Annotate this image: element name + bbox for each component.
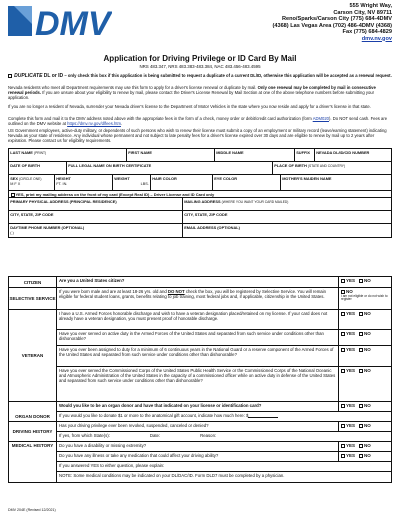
- height-units: FT. IN.: [56, 181, 68, 186]
- drive-answer: [339, 422, 391, 431]
- selective-answer: [339, 288, 391, 309]
- nrs-reference: NRS 483.347, NRS 483.383-483.384, NAC 483.456-483.4595: [139, 64, 261, 69]
- place-of-birth-field[interactable]: [273, 162, 391, 174]
- yes-option[interactable]: YES: [341, 278, 355, 283]
- city-state-zip-1-field[interactable]: [9, 211, 183, 223]
- print-mailing-checkbox[interactable]: [11, 193, 15, 197]
- drive-date-label: Date:: [149, 433, 161, 439]
- print-mailing-option: [9, 191, 216, 197]
- last-name-label: LAST NAME: [10, 149, 33, 155]
- sel-text-b: DO NOT: [167, 289, 185, 295]
- weight-label: WEIGHT: [114, 175, 130, 181]
- eye-color-field[interactable]: [213, 175, 281, 190]
- phone-value: ( ): [10, 230, 14, 235]
- no-option[interactable]: NO: [359, 311, 371, 316]
- yes-option[interactable]: YES: [341, 368, 355, 373]
- full-legal-name-field[interactable]: [67, 162, 273, 174]
- sex-options[interactable]: M F X: [10, 181, 21, 186]
- duplicate-checkbox[interactable]: [8, 74, 12, 78]
- weight-units: LBS.: [140, 181, 149, 186]
- dob-label: DATE OF BIRTH: [10, 162, 40, 168]
- citizen-row: [9, 277, 391, 288]
- duplicate-label: DUPLICATE: [14, 73, 43, 79]
- svg-text:DMV: DMV: [35, 5, 111, 38]
- physical-address-field[interactable]: [9, 198, 183, 210]
- mailing-sub: (WHERE YOU WANT YOUR CARD MAILED): [221, 199, 289, 204]
- middle-name-label: MIDDLE NAME: [216, 149, 244, 155]
- email-label: EMAIL ADDRESS (OPTIONAL): [184, 224, 240, 230]
- paragraph-eligibility: [8, 85, 392, 100]
- yes-option[interactable]: YES: [341, 453, 355, 458]
- para-text: .: [120, 121, 123, 126]
- vet-question-4: Have you ever served the Commissioned Corps of the United States Public Health Service or the Commissioned Corps of the National Oceanic and Atmospheric Administration of the United States in the capacity of a commissioned officer while on active duty in defense of the United States and separated from such service under conditions other than dishonorable?: [57, 367, 339, 401]
- med-question-2: Do you have any illness or take any medication that could affect your driving ability?: [57, 452, 339, 461]
- drive-question-1: Has your driving privilege ever been revoked, suspended, canceled or denied?: [57, 422, 339, 431]
- first-name-label: FIRST NAME: [128, 149, 152, 155]
- address-line: Fax (775) 684-4829: [342, 29, 392, 35]
- yes-option[interactable]: YES: [341, 423, 355, 428]
- birth-row: [9, 162, 391, 175]
- address-line: (4368) Las Vegas Area (702) 486-4DMV (4368): [272, 22, 392, 29]
- donation-amount-input[interactable]: [248, 414, 278, 418]
- citizen-question: [57, 277, 339, 287]
- print-mailing-label: YES, print my mailing address on the front of my card (Except Real ID) – Driver License and ID Card only: [15, 192, 215, 197]
- no-option[interactable]: NO: [359, 278, 371, 283]
- address-line: Carson City, NV 89711: [333, 9, 392, 16]
- physical-addr-label: PRIMARY PHYSICAL ADDRESS (PRINCIPAL RESIDENCE): [10, 198, 117, 204]
- hair-label: HAIR COLOR: [152, 175, 177, 181]
- form-footer: DMV 204E (Revised 12/2021): [8, 508, 56, 512]
- vet-answer-4: [339, 367, 391, 401]
- vet-answer-1: [339, 310, 391, 329]
- weight-field[interactable]: [113, 175, 151, 190]
- medical-section-label: MEDICAL HISTORY: [9, 442, 57, 482]
- selective-question: [57, 288, 339, 309]
- citizen-section-label: CITIZEN: [9, 277, 57, 287]
- drive-reason-label: Reason:: [200, 433, 217, 439]
- personal-info-grid: [8, 148, 392, 238]
- no-option[interactable]: NO: [359, 347, 371, 352]
- city2-label: CITY, STATE, ZIP CODE: [184, 211, 228, 217]
- para-text: Complete this form and mail it to the DMV address noted above with the appropriate fees in the form of a check, money order or debit/credit card authorization (form: [8, 116, 313, 121]
- pob-sub: (STATE AND COUNTRY): [307, 163, 346, 168]
- dmv-address-block: [272, 3, 392, 42]
- height-field[interactable]: [55, 175, 113, 190]
- sex-field[interactable]: [9, 175, 55, 190]
- name-row: [9, 149, 391, 162]
- yes-option[interactable]: YES: [341, 347, 355, 352]
- phone-label: DAYTIME PHONE NUMBER (OPTIONAL): [10, 224, 85, 230]
- pob-label: PLACE OF BIRTH: [274, 162, 307, 168]
- para-bold: Only one renewal may be completed by mail in consecutive renewal periods.: [8, 85, 376, 95]
- para-text: Nevada residents who meet all Department requirements may use this form to apply for a driver's license renewal or duplicate by mail.: [8, 85, 258, 90]
- suffix-field[interactable]: [295, 149, 315, 161]
- dmv-logo-icon: [8, 4, 112, 38]
- med-question-1: Do you have a disability or missing extremity?: [57, 442, 339, 451]
- dob-field[interactable]: [9, 162, 67, 174]
- print-mailing-row: [9, 191, 391, 198]
- selective-section-label: SELECTIVE SERVICE: [9, 288, 57, 309]
- yes-option[interactable]: YES: [341, 443, 355, 448]
- para-text: ). Do NOT send cash. Fees are outlined on the DMV website at: [8, 116, 388, 126]
- sex-label: SEX: [10, 175, 18, 181]
- vet-question-1: I have a U.S. Armed Forces honorable discharge and wish to have a veteran designation placed/retained on my license. If your card does not already have a veteran designation, you must present proof of honorable discharge.: [57, 310, 339, 329]
- no-option[interactable]: NO: [359, 453, 371, 458]
- med-answer-2: [339, 452, 391, 461]
- dl-number-field[interactable]: [315, 149, 391, 161]
- vet-question-2: Have you ever served on active duty in the Armed Forces of the United States and separated from such service under conditions other than dishonorable?: [57, 330, 339, 345]
- city-row: [9, 211, 391, 224]
- dmv-website-link[interactable]: dmv.nv.gov: [361, 35, 392, 42]
- no-option[interactable]: NO: [359, 443, 371, 448]
- mailing-addr-label: MAILING ADDRESS: [184, 198, 221, 204]
- phone-field[interactable]: [9, 224, 183, 237]
- last-name-sub: (PRINT): [33, 150, 47, 155]
- citizen-answer: [339, 277, 391, 287]
- veteran-section-label: VETERAN: [9, 310, 57, 401]
- city-state-zip-2-field[interactable]: [183, 211, 391, 223]
- address-line: Reno/Sparks/Carson City (775) 684-4DMV: [281, 16, 392, 22]
- height-label: HEIGHT: [56, 175, 71, 181]
- sel-text-c: check the box, you will be registered by Selective Service. You will remain eligible for federal student loans, grants, benefits relating to job training, most federal jobs and, if applicable, citizenship in the United States.: [59, 289, 327, 300]
- middle-name-field[interactable]: [215, 149, 295, 161]
- selective-no-note: I am not eligible or do not wish to register: [341, 293, 388, 302]
- para-text: US Government employees, active-duty military, or dependents of such persons who wish to renew their license must submit a copy of an employment or military record (leave/earning statement) indicating Nevada as your state of residence. Any individual whose permanent and not subject to late penalty fees for a driver's license expired over 30 days and are eligible to renew by mail up to 2 years after expiration. Please contact us for eligibility requirements.: [8, 128, 387, 143]
- para-text: If you are unsure about your eligibility to renew by mail, please contact the Driver's License Renewal by Mail Section at one of the above telephone numbers before submitting your application.: [8, 90, 375, 100]
- email-field[interactable]: [183, 224, 391, 237]
- duplicate-text: – only check this box if this application is being submitted to request a duplicate of a current DL/ID, otherwise this application will be accepted as a renewal request.: [63, 73, 392, 78]
- yes-option[interactable]: YES: [341, 331, 355, 336]
- suffix-label: SUFFIX: [296, 149, 311, 155]
- no-option[interactable]: NO: [341, 289, 353, 294]
- paragraph-fees: [8, 116, 392, 126]
- hair-color-field[interactable]: [151, 175, 213, 190]
- driving-history-row: [9, 422, 391, 442]
- organ-answer: [339, 402, 391, 411]
- address-row: [9, 198, 391, 211]
- vet-answer-3: [339, 346, 391, 366]
- vet-answer-2: [339, 330, 391, 345]
- med-note: NOTE: Some medical conditions may be indicated on your DL/DAC/ID. Form DLD7 must be completed by a physician.: [59, 473, 285, 479]
- no-option[interactable]: NO: [359, 331, 371, 336]
- organ-section-label: ORGAN DONOR: [9, 402, 57, 421]
- para-text: If you are no longer a resident of Nevada, surrender your Nevada driver's license to the Department of Motor Vehicles in the state where you now reside and apply for a driver's license in that state.: [8, 104, 371, 109]
- veteran-row: [9, 310, 391, 402]
- no-option[interactable]: NO: [359, 368, 371, 373]
- dl-number-label: NEVADA DL/ID/CID NUMBER: [316, 149, 370, 155]
- med-question-3[interactable]: If you answered YES to either question, please explain:: [59, 463, 165, 469]
- no-option[interactable]: NO: [359, 423, 371, 428]
- eye-label: EYE COLOR: [214, 175, 238, 181]
- mailing-address-field[interactable]: [183, 198, 391, 210]
- citizen-q-text: Are you a United States citizen?: [59, 278, 125, 284]
- questions-table: [8, 276, 392, 483]
- maiden-label: MOTHER'S MAIDEN NAME: [282, 175, 332, 181]
- selective-service-row: [9, 288, 391, 310]
- vet-question-3: Have you ever been assigned to duty for a minimum of 6 continuous years in the National Guard or a reserve component of the Armed Forces of the United States and separated from such service under conditions other than dishonorable?: [57, 346, 339, 366]
- last-name-field[interactable]: [9, 149, 127, 161]
- paragraph-military: [8, 128, 392, 143]
- physical-row: [9, 175, 391, 191]
- adm020-link[interactable]: ADM020: [312, 116, 329, 121]
- maiden-name-field[interactable]: [281, 175, 391, 190]
- dmv-logo: [8, 4, 112, 38]
- sel-text-a: If you were born male and are at least 18-26 yrs. old and: [59, 289, 168, 295]
- address-line: 555 Wright Way,: [349, 3, 392, 9]
- duplicate-label-rest: DL or ID: [42, 73, 64, 79]
- first-name-field[interactable]: [127, 149, 215, 161]
- no-option[interactable]: NO: [359, 403, 371, 408]
- organ-question-2: [57, 412, 391, 421]
- organ-q2-text: If you would you like to donate $1 or more to the anatomical gift account, indicate how much here: $: [59, 413, 249, 419]
- duplicate-option: [8, 73, 392, 79]
- organ-donor-row: [9, 402, 391, 422]
- yes-option[interactable]: YES: [341, 311, 355, 316]
- sex-sub: (CIRCLE ONE): [19, 176, 42, 181]
- yes-option[interactable]: YES: [341, 403, 355, 408]
- form-title: Application for Driving Privilege or ID Card By Mail: [103, 54, 297, 63]
- driving-section-label: DRIVING HISTORY: [9, 422, 57, 441]
- med-answer-1: [339, 442, 391, 451]
- organ-q1-text: Would you like to be an organ donor and have that indicated on your license or identification card?: [59, 403, 262, 409]
- full-legal-label: FULL LEGAL NAME ON BIRTH CERTIFICATE: [68, 162, 152, 168]
- fees-link[interactable]: https://dmv.nv.gov/dlfees.htm: [67, 121, 121, 126]
- drive-states-label: If yes, from which State(s):: [59, 433, 110, 439]
- drive-question-2: [57, 432, 391, 441]
- city1-label: CITY, STATE, ZIP CODE: [10, 211, 54, 217]
- medical-history-row: [9, 442, 391, 482]
- contact-row: [9, 224, 391, 237]
- paragraph-residency: [8, 104, 392, 109]
- organ-question-1: [57, 402, 339, 411]
